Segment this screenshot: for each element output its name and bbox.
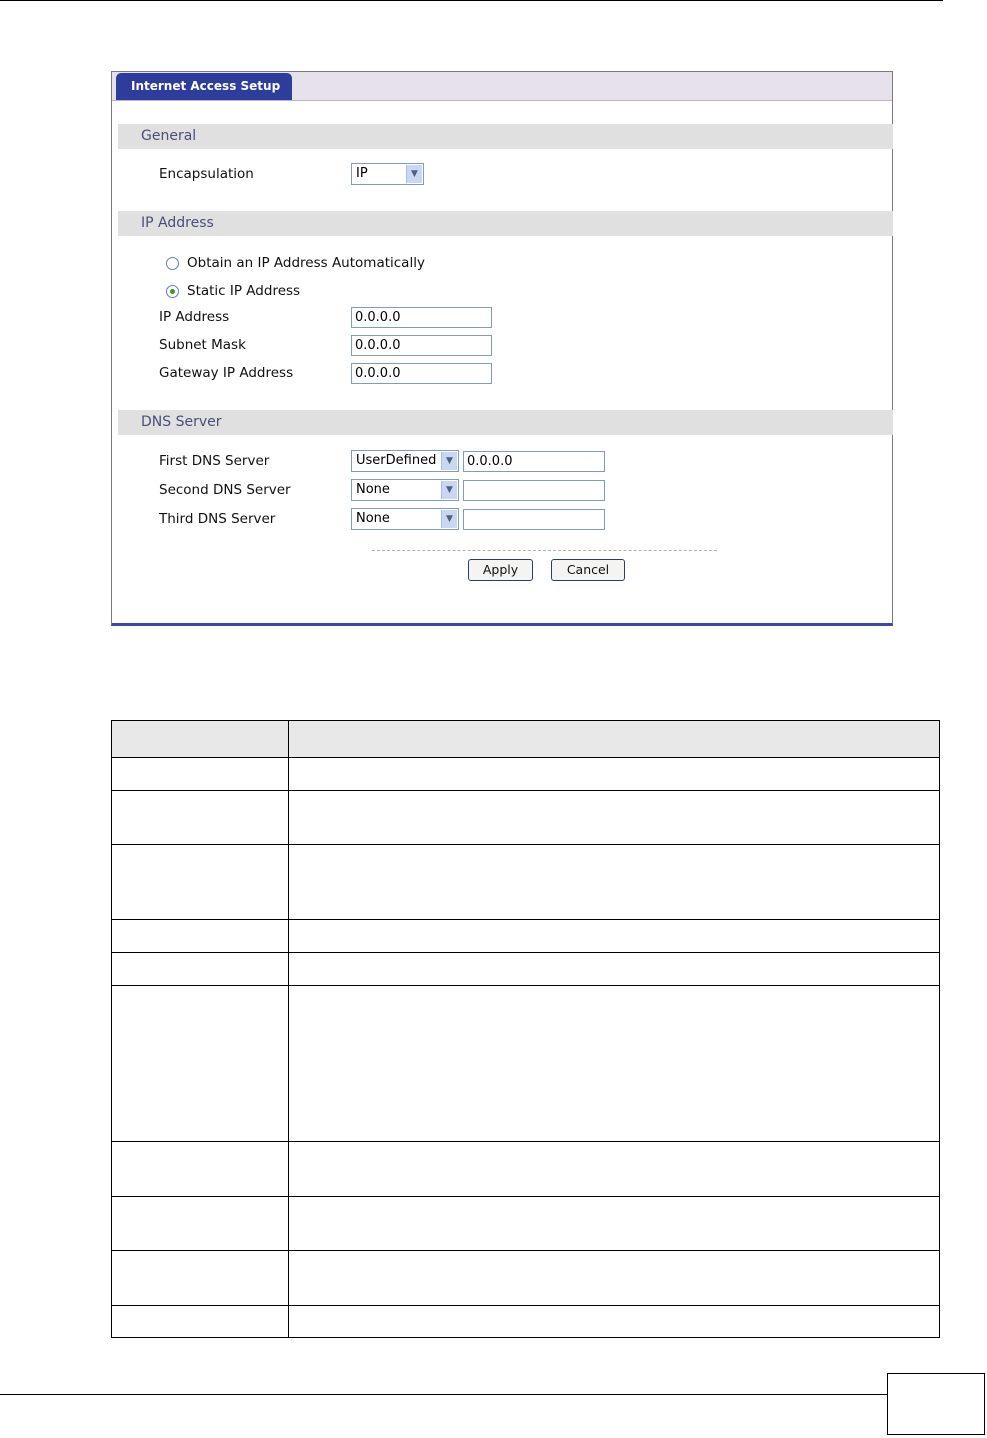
table-row bbox=[112, 1251, 940, 1306]
table-header-row bbox=[112, 721, 940, 758]
table-cell bbox=[112, 953, 289, 986]
cancel-button[interactable]: Cancel bbox=[551, 559, 625, 581]
button-divider bbox=[372, 550, 717, 551]
table-cell bbox=[112, 920, 289, 953]
table-header-cell bbox=[289, 721, 940, 758]
table-cell bbox=[289, 1251, 940, 1306]
table-row bbox=[112, 758, 940, 791]
table-cell bbox=[112, 791, 289, 845]
subnet-mask-input[interactable]: 0.0.0.0 bbox=[351, 335, 492, 356]
table-cell bbox=[112, 1251, 289, 1306]
table-cell bbox=[112, 1306, 289, 1338]
chevron-down-icon: ▼ bbox=[406, 165, 422, 183]
table-row bbox=[112, 1197, 940, 1251]
second-dns-select[interactable] bbox=[351, 479, 459, 501]
bottom-rule bbox=[0, 1394, 888, 1395]
table-cell bbox=[289, 1142, 940, 1197]
tab-bar bbox=[112, 72, 892, 101]
table-cell bbox=[289, 953, 940, 986]
table-cell bbox=[112, 986, 289, 1142]
table-header-cell bbox=[112, 721, 289, 758]
table-row bbox=[112, 1306, 940, 1338]
section-ip-address-header: IP Address bbox=[118, 211, 893, 236]
obtain-ip-auto-radio[interactable] bbox=[166, 257, 179, 270]
encapsulation-value: IP bbox=[356, 166, 368, 181]
top-rule bbox=[0, 0, 943, 1]
gateway-ip-label: Gateway IP Address bbox=[159, 365, 294, 381]
table-cell bbox=[112, 845, 289, 920]
radio-selected-dot bbox=[170, 289, 175, 294]
table-cell bbox=[289, 791, 940, 845]
chevron-down-icon: ▼ bbox=[441, 510, 457, 528]
first-dns-mode: UserDefined bbox=[356, 453, 437, 468]
table-cell bbox=[112, 758, 289, 791]
page-number-box bbox=[887, 1373, 985, 1435]
static-ip-label: Static IP Address bbox=[187, 283, 301, 299]
section-dns-server-header: DNS Server bbox=[118, 410, 893, 435]
table-cell bbox=[112, 1197, 289, 1251]
gateway-ip-input[interactable]: 0.0.0.0 bbox=[351, 363, 492, 384]
table-row bbox=[112, 986, 940, 1142]
obtain-ip-auto-label: Obtain an IP Address Automatically bbox=[187, 255, 425, 271]
ip-address-label: IP Address bbox=[159, 309, 230, 325]
third-dns-input[interactable] bbox=[463, 509, 605, 530]
chevron-down-icon: ▼ bbox=[441, 481, 457, 499]
encapsulation-label: Encapsulation bbox=[159, 166, 254, 182]
static-ip-radio[interactable] bbox=[166, 285, 179, 298]
first-dns-label: First DNS Server bbox=[159, 453, 270, 469]
apply-button[interactable]: Apply bbox=[468, 559, 533, 581]
ip-address-input[interactable]: 0.0.0.0 bbox=[351, 307, 492, 328]
table-cell bbox=[289, 845, 940, 920]
field-description-table bbox=[111, 720, 940, 1338]
table-row bbox=[112, 953, 940, 986]
tab-internet-access-setup[interactable]: Internet Access Setup bbox=[116, 73, 292, 100]
first-dns-input[interactable]: 0.0.0.0 bbox=[463, 451, 605, 472]
table-row bbox=[112, 845, 940, 920]
section-general-header: General bbox=[118, 124, 893, 149]
table-row bbox=[112, 920, 940, 953]
table-cell bbox=[289, 1197, 940, 1251]
second-dns-mode: None bbox=[356, 482, 390, 497]
table-cell bbox=[289, 986, 940, 1142]
table-cell bbox=[289, 1306, 940, 1338]
encapsulation-select[interactable] bbox=[351, 163, 424, 185]
third-dns-select[interactable] bbox=[351, 508, 459, 530]
internet-access-setup-window bbox=[111, 71, 893, 626]
table-cell bbox=[289, 758, 940, 791]
second-dns-label: Second DNS Server bbox=[159, 482, 291, 498]
third-dns-label: Third DNS Server bbox=[159, 511, 276, 527]
first-dns-select[interactable] bbox=[351, 450, 459, 472]
subnet-mask-label: Subnet Mask bbox=[159, 337, 246, 353]
chevron-down-icon: ▼ bbox=[441, 452, 457, 470]
third-dns-mode: None bbox=[356, 511, 390, 526]
second-dns-input[interactable] bbox=[463, 480, 605, 501]
table-cell bbox=[289, 920, 940, 953]
table-row bbox=[112, 1142, 940, 1197]
table-row bbox=[112, 791, 940, 845]
table-cell bbox=[112, 1142, 289, 1197]
